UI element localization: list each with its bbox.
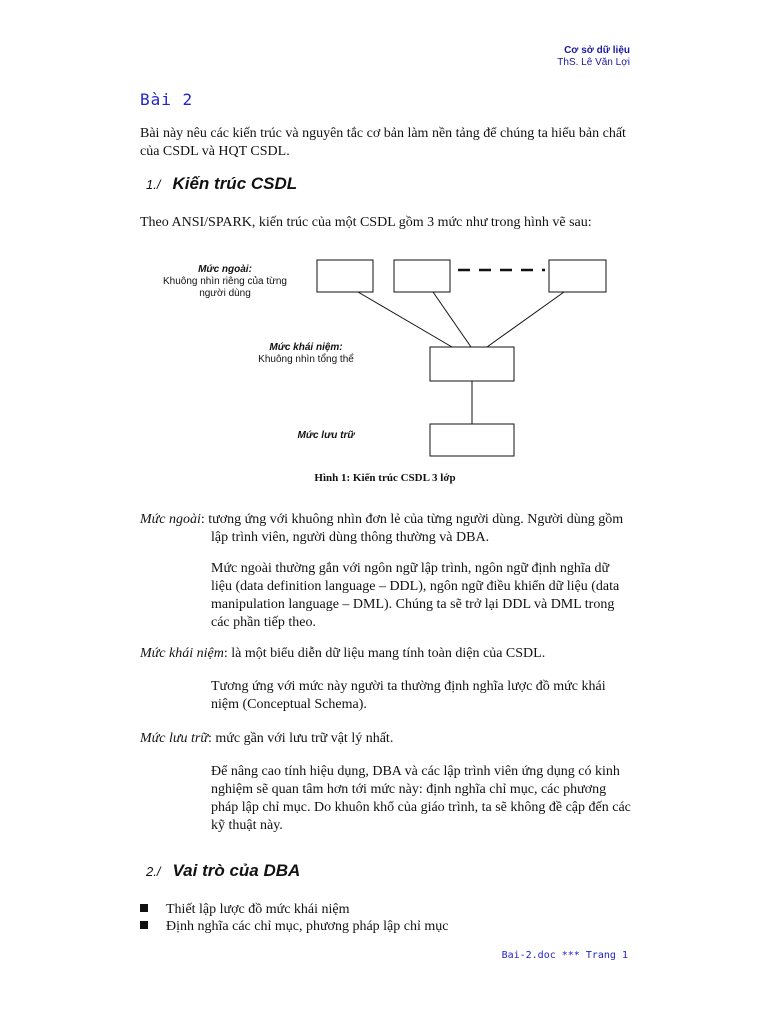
external-view-box-3 <box>549 260 606 292</box>
header-subject: Cơ sở dữ liệu <box>564 45 630 56</box>
internal-term: Mức lưu trữ <box>140 731 209 746</box>
internal-level-label <box>284 430 368 442</box>
internal-level-title: Mức lưu trữ <box>297 430 355 441</box>
conceptual-term: Mức khái niệm <box>140 646 224 661</box>
conceptual-box <box>430 347 514 381</box>
bullet-square-icon <box>140 921 148 929</box>
external-level-desc-2: người dùng <box>199 288 251 299</box>
external-text: : tương ứng với khuông nhìn đơn lẻ của từng người dùng. Người dùng gồm <box>200 512 624 527</box>
section-1-title: Kiến trúc CSDL <box>172 174 298 193</box>
bullet-text-1: Thiết lập lược đồ mức khái niệm <box>166 902 350 917</box>
figure-caption: Hình 1: Kiến trúc CSDL 3 lớp <box>314 472 456 484</box>
external-term: Mức ngoài <box>140 512 201 527</box>
conceptual-level-label <box>240 342 372 366</box>
internal-box <box>430 424 514 456</box>
ansi-paragraph: Theo ANSI/SPARK, kiến trúc của một CSDL gồm 3 mức như trong hình vẽ sau: <box>140 215 592 230</box>
internal-text: : mức gần với lưu trữ vật lý nhất. <box>208 731 394 746</box>
section-2-number: 2./ <box>146 864 161 879</box>
external-view-box-2 <box>394 260 450 292</box>
external-view-box-1 <box>317 260 373 292</box>
section-1-number: 1./ <box>146 177 161 192</box>
conceptual-text: : là một biểu diễn dữ liệu mang tính toàn diện của CSDL. <box>223 646 546 661</box>
intro-paragraph: Bài này nêu các kiến trúc và nguyên tắc cơ bản làm nền tảng để chúng ta hiểu bản chất của CSDL và HQT CSDL. <box>140 126 626 159</box>
section-2-title: Vai trò của DBA <box>172 861 301 880</box>
conceptual-paragraph <box>140 645 630 663</box>
bullet-text-2: Định nghĩa các chỉ mục, phương pháp lập chỉ mục <box>166 919 449 934</box>
bullet-item-2 <box>140 918 448 936</box>
external-level-desc-1: Khuông nhìn riêng của từng <box>162 276 287 287</box>
external-level-title: Mức ngoài: <box>198 264 252 275</box>
header-author: ThS. Lê Văn Lợi <box>557 57 630 68</box>
external-paragraph-cont: lập trình viên, người dùng thông thường và DBA. <box>211 530 490 545</box>
bullet-item-1 <box>140 901 350 919</box>
bullet-square-icon <box>140 904 148 912</box>
external-level-label <box>150 264 300 300</box>
lesson-title: Bài 2 <box>140 90 194 109</box>
external-note: Mức ngoài thường gắn với ngôn ngữ lập trình, ngôn ngữ định nghĩa dữ liệu (data definition language – DDL), ngôn ngữ điều khiển dữ liệu (data manipulation language – DML). Chúng ta sẽ trở lại DDL và DML trong các phần tiếp theo. <box>211 561 620 630</box>
external-paragraph <box>140 511 630 529</box>
conceptual-level-title: Mức khái niệm: <box>269 342 343 353</box>
internal-paragraph <box>140 730 630 748</box>
conceptual-level-desc: Khuông nhìn tổng thể <box>258 354 354 365</box>
connector-line-3 <box>487 292 564 347</box>
internal-note: Để nâng cao tính hiệu dụng, DBA và các lập trình viên ứng dụng có kinh nghiệm sẽ quan tâm hơn tới mức này: định nghĩa chỉ mục, các phương pháp lập chỉ mục. Do khuôn khổ của giáo trình, ta sẽ không đề cập đến các kỹ thuật này. <box>211 764 631 833</box>
conceptual-note: Tương ứng với mức này người ta thường định nghĩa lược đồ mức khái niệm (Conceptual Schema). <box>211 679 606 712</box>
page-footer: Bai-2.doc *** Trang 1 <box>501 950 628 961</box>
section-2-heading <box>146 861 300 881</box>
connector-line-1 <box>358 292 452 347</box>
